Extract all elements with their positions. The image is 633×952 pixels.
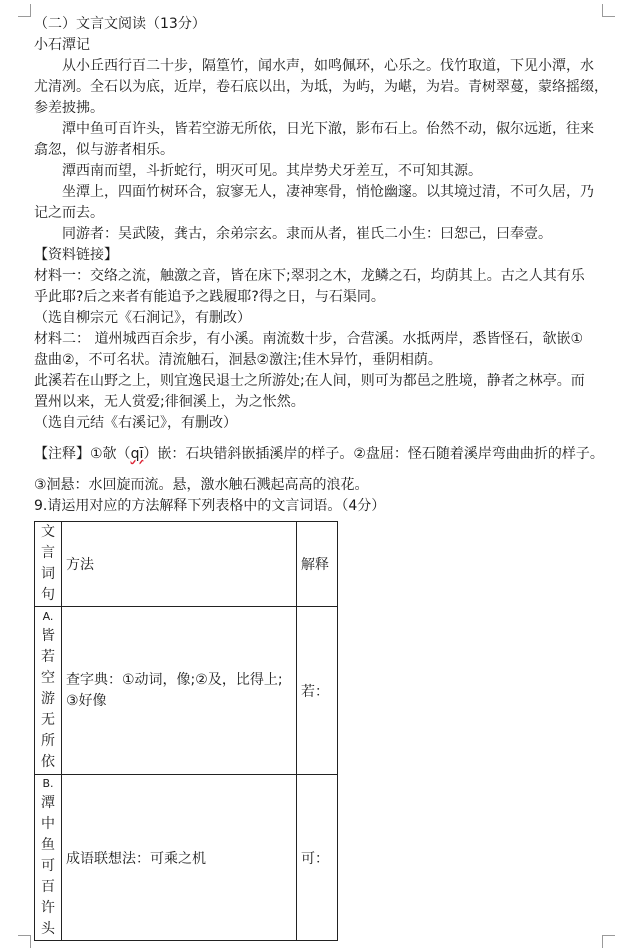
header-cell-explain: 解释 — [297, 522, 338, 607]
text-line: 记之而去。 — [34, 205, 104, 221]
essay-paragraph-5 — [34, 224, 592, 245]
material-one-source: （选自柳宗元《石涧记》，有删改） — [34, 310, 251, 326]
section-title: （二）文言文阅读（13分） — [34, 16, 206, 32]
text-line: 从小丘西行百二十步，隔篁竹，闻水声，如鸣佩环，心乐之。伐竹取道，下见小潭，水 — [62, 58, 594, 74]
row-b-answer-cell[interactable]: 可： — [297, 775, 338, 941]
text-line: 参差披拂。 — [34, 100, 104, 116]
page-corner-mark — [18, 4, 31, 17]
essay-paragraph-3 — [34, 161, 592, 182]
answer-table — [34, 521, 338, 941]
header-cell-words: 文 言 词 句 — [35, 522, 62, 607]
table-row — [35, 607, 338, 775]
material-one — [34, 266, 592, 308]
links-header: 【资料链接】 — [34, 247, 118, 263]
essay-title: 小石潭记 — [34, 37, 90, 53]
page-corner-mark — [18, 935, 31, 948]
material-two-source: （选自元结《右溪记》，有删改） — [34, 415, 237, 431]
text-line: 置州以来，无人赏爱;徘徊溪上，为之怅然。 — [34, 394, 305, 410]
text-line: 材料一：交络之流，触激之音，皆在床下;翠羽之木，龙鳞之石，均荫其上。古之人其有乐 — [34, 268, 585, 284]
notes-line-2: ③洄悬：水回旋而流。悬，激水触石溅起高高的浪花。 — [34, 477, 369, 493]
row-b-phrase: B. 潭 中 鱼 可 百 许 头 — [35, 775, 62, 941]
text-line: 坐潭上，四面竹树环合，寂寥无人，凄神寒骨，悄怆幽邃。以其境过清，不可久居，乃 — [62, 184, 594, 200]
notes-line-1: 【注释】①欹（qī）嵌：石块错斜嵌插溪岸的样子。②盘屈：怪石随着溪岸弯曲曲折的样子。 — [34, 446, 604, 462]
row-a-phrase: A. 皆 若 空 游 无 所 依 — [35, 607, 62, 775]
text-line: 翕忽，似与游者相乐。 — [34, 142, 174, 158]
table-row — [35, 775, 338, 941]
essay-paragraph-2 — [34, 119, 592, 161]
header-cell-method: 方法 — [62, 522, 297, 607]
text-line: 潭中鱼可百许头，皆若空游无所依，日光下澈，影布石上。佁然不动，俶尔远逝，往来 — [62, 121, 594, 137]
essay-paragraph-4 — [34, 182, 592, 224]
text-line: 此溪若在山野之上，则宜逸民退士之所游处;在人间，则可为都邑之胜境，静者之林亭。而 — [34, 373, 585, 389]
row-b-method: 成语联想法：可乘之机 — [62, 775, 297, 941]
table-header-row — [35, 522, 338, 607]
pinyin-gi: qī — [130, 446, 144, 462]
page-corner-mark — [602, 935, 615, 948]
document-page — [34, 14, 608, 941]
text-line: 乎此耶?后之来者有能追予之践履耶?得之日，与石渠同。 — [34, 289, 385, 305]
text-line: 潭西南而望，斗折蛇行，明灭可见。其岸势犬牙差互，不可知其源。 — [62, 163, 482, 179]
text-line: 尤清冽。全石以为底，近岸，卷石底以出，为坻，为屿，为嵁，为岩。青树翠蔓，蒙络摇缀， — [34, 79, 608, 95]
essay-paragraph-1 — [34, 56, 608, 119]
row-a-answer-cell[interactable]: 若： — [297, 607, 338, 775]
text-line: 同游者：吴武陵，龚古，余弟宗玄。隶而从者，崔氏二小生：曰恕己，曰奉壹。 — [62, 226, 552, 242]
text-line: 材料二： 道州城西百余步，有小溪。南流数十步，合营溪。水抵两岸，悉皆怪石，欹嵌① — [34, 331, 583, 347]
row-a-method: 查字典：①动词，像;②及，比得上; ③好像 — [62, 607, 297, 775]
page-corner-mark — [602, 4, 615, 17]
text-line: 盘曲②，不可名状。清流触石，洄悬②激注;佳木异竹，垂阴相荫。 — [34, 352, 442, 368]
question-9: 9.请运用对应的方法解释下列表格中的文言词语。（4分） — [34, 498, 386, 514]
material-two — [34, 329, 592, 413]
